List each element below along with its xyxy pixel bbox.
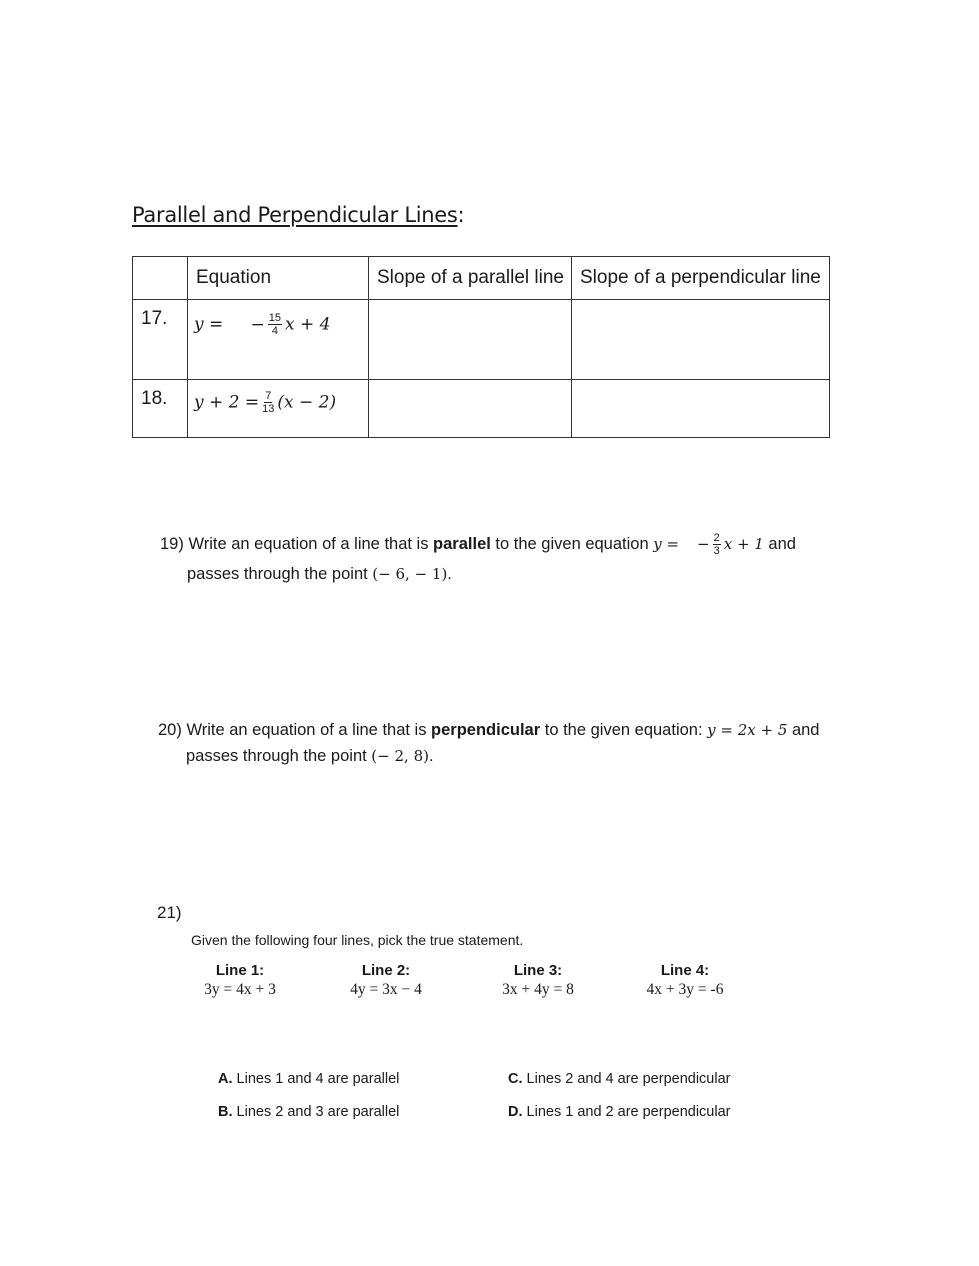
option-d[interactable]: D. Lines 1 and 2 are perpendicular <box>508 1104 731 1120</box>
fraction: $\frac{15}{4}$ <box>268 312 282 338</box>
header-parallel-slope: Slope of a parallel line <box>369 257 572 300</box>
question-21-prompt: Given the following four lines, pick the true statement. <box>191 932 524 948</box>
table-row <box>133 300 830 380</box>
question-21-number: 21) <box>157 903 182 922</box>
line-2: Line 2: 4y = 3x − 4 <box>350 962 422 998</box>
option-c[interactable]: C. Lines 2 and 4 are perpendicular <box>508 1071 731 1087</box>
header-equation: Equation <box>188 257 369 300</box>
perpendicular-slope-answer[interactable] <box>572 380 830 438</box>
table-row <box>133 380 830 438</box>
option-a[interactable]: A. Lines 1 and 4 are parallel <box>218 1071 400 1087</box>
fraction: $\frac{7}{13}$ <box>262 390 275 416</box>
option-b[interactable]: B. Lines 2 and 3 are parallel <box>218 1104 400 1120</box>
table-header-row <box>133 257 830 300</box>
row-number: 18. <box>133 380 188 438</box>
header-blank <box>133 257 188 300</box>
line-3: Line 3: 3x + 4y = 8 <box>502 962 574 998</box>
slope-table <box>132 256 830 438</box>
line-4: Line 4: 4x + 3y = -6 <box>646 962 724 998</box>
row-number: 17. <box>133 300 188 380</box>
equation-cell: y = − $\frac{15}{4}$ x + 4 <box>188 300 369 380</box>
perpendicular-slope-answer[interactable] <box>572 300 830 380</box>
header-perpendicular-slope: Slope of a perpendicular line <box>572 257 830 300</box>
parallel-slope-answer[interactable] <box>369 380 572 438</box>
question-19: 19) Write an equation of a line that is parallel to the given equation y = − $\frac{2}{3}$ x + 1 and passes through the point (− 6, − 1). <box>160 532 796 583</box>
page-title: Parallel and Perpendicular Lines: <box>132 203 465 227</box>
question-20: 20) Write an equation of a line that is perpendicular to the given equation: y = 2x + 5 and passes through the point (− 2, 8). <box>158 721 820 765</box>
equation-cell: y + 2 = $\frac{7}{13}$ (x − 2) <box>188 380 369 438</box>
fraction: $\frac{2}{3}$ <box>713 532 720 558</box>
parallel-slope-answer[interactable] <box>369 300 572 380</box>
line-1: Line 1: 3y = 4x + 3 <box>204 962 276 998</box>
